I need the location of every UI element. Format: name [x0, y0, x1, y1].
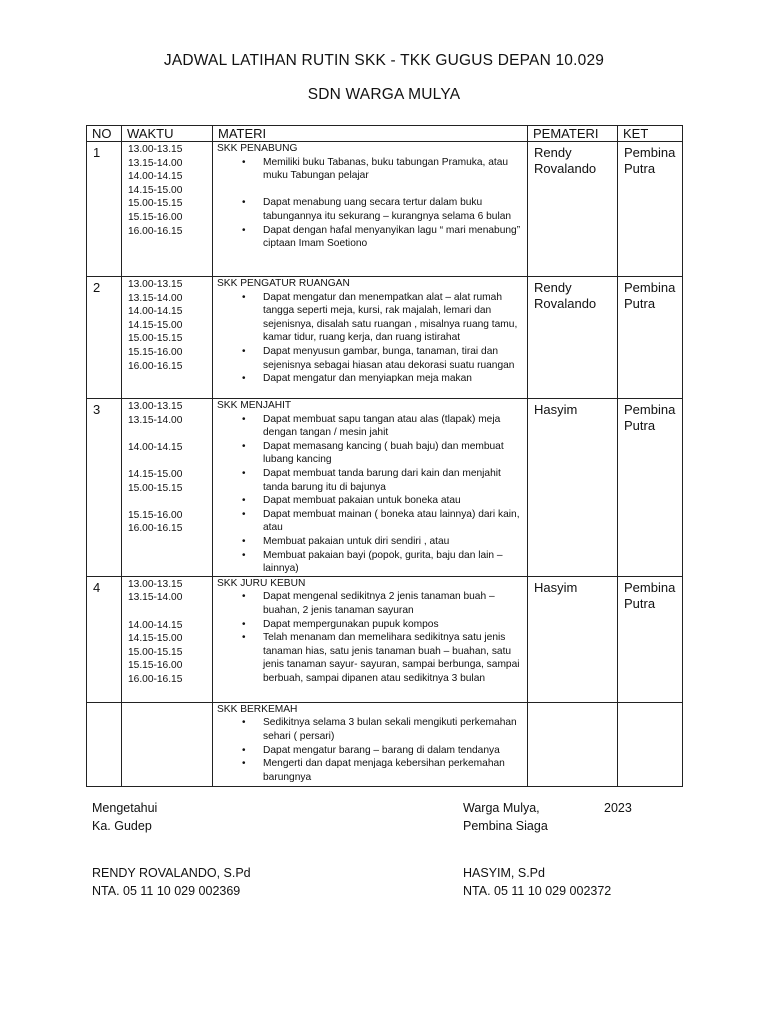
ket-line: Putra	[624, 296, 656, 311]
list-item: • Dapat mengatur dan menyiapkan meja makan	[217, 372, 527, 386]
time-list	[122, 142, 213, 277]
list-item: • Dapat mempergunakan pupuk kompos	[217, 618, 527, 632]
skk-title: SKK PENABUNG	[217, 143, 298, 154]
pemateri-line: Rendy	[534, 280, 572, 295]
time-slot: 13.15-14.00	[128, 414, 183, 426]
signer-name-left: RENDY ROVALANDO, S.Pd	[92, 866, 251, 880]
ket-cell	[618, 576, 683, 702]
footer-left-block	[92, 799, 157, 835]
time-slot: 16.00-16.15	[128, 673, 183, 685]
table-row	[87, 277, 683, 399]
time-slot: 15.15-16.00	[128, 211, 183, 223]
row-number: 4	[87, 576, 122, 702]
materi-cell	[213, 277, 528, 399]
pemateri-line: Rovalando	[534, 296, 597, 311]
footer-role: Pembina Siaga	[463, 819, 548, 833]
list-item: • Memiliki buku Tabanas, buku tabungan Pramuka, atau muku Tabungan pelajar	[217, 156, 527, 183]
skk-title: SKK PENGATUR RUANGAN	[217, 278, 350, 289]
materi-list	[217, 716, 527, 784]
ket-line: Pembina	[624, 579, 676, 595]
row-number: 1	[87, 142, 122, 277]
skk-title: SKK JURU KEBUN	[217, 577, 306, 589]
header-waktu: WAKTU	[122, 126, 213, 142]
ket-cell	[618, 277, 683, 399]
time-slot: 13.00-13.15	[128, 401, 183, 412]
time-slot: 15.15-16.00	[128, 346, 183, 358]
materi-cell	[213, 142, 528, 277]
header-ket: KET	[618, 126, 683, 142]
table-row	[87, 576, 683, 702]
list-item: • Dapat membuat pakaian untuk boneka atau	[217, 494, 527, 508]
document-title: JADWAL LATIHAN RUTIN SKK - TKK GUGUS DEPAN 10.029	[163, 52, 605, 69]
schedule-table	[86, 125, 683, 787]
spacer	[128, 495, 212, 509]
header-no: NO	[87, 126, 122, 142]
pemateri-line: Rendy	[534, 145, 572, 160]
time-slot: 16.00-16.15	[128, 225, 183, 237]
list-item: • Dapat dengan hafal menyanyikan lagu “ mari menabung” ciptaan Imam Soetiono	[217, 224, 527, 251]
pemateri-cell	[528, 702, 618, 786]
list-item: • Mengerti dan dapat menjaga kebersihan perkemahan barungnya	[217, 757, 527, 784]
time-slot: 13.15-14.00	[128, 157, 183, 169]
document-subtitle: SDN WARGA MULYA	[307, 86, 461, 103]
time-slot: 14.00-14.15	[128, 306, 183, 318]
time-slot: 14.15-15.00	[128, 184, 183, 196]
time-slot: 13.00-13.15	[128, 578, 183, 590]
pemateri-cell	[528, 576, 618, 702]
footer-place: Warga Mulya,	[463, 801, 540, 815]
materi-list	[217, 291, 527, 386]
time-slot: 16.00-16.15	[128, 523, 183, 535]
row-number: 3	[87, 399, 122, 577]
time-slot: 15.00-15.15	[128, 482, 183, 494]
pemateri-line: Rovalando	[534, 161, 597, 176]
time-slot: 15.00-15.15	[128, 198, 183, 210]
list-item: • Dapat menabung uang secara tertur dalam buku tabungannya itu sekurang – kurangnya selama 6 bulan	[217, 196, 527, 223]
ket-line: Putra	[624, 595, 656, 611]
time-slot: 14.15-15.00	[128, 633, 183, 645]
header-pemateri: PEMATERI	[528, 126, 618, 142]
table-row	[87, 399, 683, 577]
row-number	[87, 702, 122, 786]
pemateri-cell	[528, 277, 618, 399]
footer-right-signature	[463, 864, 611, 900]
ket-line: Putra	[624, 418, 656, 433]
time-slot: 15.00-15.15	[128, 646, 183, 658]
list-item: • Dapat mengenal sedikitnya 2 jenis tanaman buah – buahan, 2 jenis tanaman sayuran	[217, 590, 527, 617]
table-row	[87, 702, 683, 786]
list-item: • Membuat pakaian bayi (popok, gurita, baju dan lain – lainnya)	[217, 549, 527, 576]
time-slot: 14.15-15.00	[128, 468, 183, 480]
acknowledge-label: Mengetahui	[92, 801, 158, 815]
time-slot: 13.00-13.15	[128, 144, 183, 155]
ket-line: Pembina	[624, 402, 676, 417]
time-slot: 13.15-14.00	[128, 292, 183, 304]
skk-title: SKK BERKEMAH	[217, 703, 298, 715]
skk-title: SKK MENJAHIT	[217, 400, 292, 411]
materi-cell	[213, 399, 528, 577]
pemateri-line: Hasyim	[534, 402, 578, 417]
table-row	[87, 142, 683, 277]
time-slot: 15.15-16.00	[128, 509, 183, 521]
list-item: • Telah menanam dan memelihara sedikitnya satu jenis tanaman hias, satu jenis tanaman buah – buahan, satu jenis tanaman sayur- sayuran, sampai berbunga, sampai berbuah, sampai dipanen atau sedikitnya 3 bulan	[217, 631, 527, 685]
footer-year: 2023	[604, 801, 632, 815]
time-slot: 16.00-16.15	[128, 360, 183, 372]
materi-list	[217, 590, 527, 685]
ket-line: Putra	[624, 161, 656, 176]
list-item: • Dapat mengatur barang – barang di dalam tendanya	[217, 744, 527, 758]
list-item: • Sedikitnya selama 3 bulan sekali mengikuti perkemahan sehari ( persari)	[217, 716, 527, 743]
time-slot: 13.15-14.00	[128, 592, 183, 604]
signer-nta-left: NTA. 05 11 10 029 002369	[92, 884, 241, 898]
time-slot: 14.00-14.15	[128, 171, 183, 183]
ket-line: Pembina	[624, 280, 676, 295]
time-slot: 15.15-16.00	[128, 660, 183, 672]
gudep-role: Ka. Gudep	[92, 819, 152, 833]
ket-cell	[618, 399, 683, 577]
materi-cell	[213, 702, 528, 786]
list-item: • Dapat membuat sapu tangan atau alas (tlapak) meja dengan tangan / mesin jahit	[217, 413, 527, 440]
header-materi: MATERI	[213, 126, 528, 142]
list-item: • Dapat menyusun gambar, bunga, tanaman, tirai dan sejenisnya sebagai hiasan atau dekorasi suatu ruangan	[217, 345, 527, 372]
materi-cell	[213, 576, 528, 702]
signer-name-right: HASYIM, S.Pd	[463, 866, 545, 880]
time-list	[122, 399, 213, 577]
spacer	[128, 454, 212, 468]
row-number: 2	[87, 277, 122, 399]
time-slot: 13.00-13.15	[128, 279, 183, 290]
list-item: • Dapat mengatur dan menempatkan alat – alat rumah tangga seperti meja, kursi, rak majalah, lemari dan sejenisnya, disalah satu ruangan , misalnya ruang tamu, kamar tidur, ruang kerja, dan ruang istirahat	[217, 291, 527, 345]
ket-cell	[618, 702, 683, 786]
ket-line: Pembina	[624, 145, 676, 160]
time-slot: 14.00-14.15	[128, 619, 183, 631]
time-list	[122, 277, 213, 399]
materi-list	[217, 156, 527, 251]
list-item: • Membuat pakaian untuk diri sendiri , atau	[217, 535, 527, 549]
time-list	[122, 576, 213, 702]
pemateri-cell	[528, 142, 618, 277]
list-item: • Dapat memasang kancing ( buah baju) dan membuat lubang kancing	[217, 440, 527, 467]
time-slot: 14.00-14.15	[128, 441, 183, 453]
ket-cell	[618, 142, 683, 277]
time-slot: 14.15-15.00	[128, 319, 183, 331]
time-slot: 15.00-15.15	[128, 333, 183, 345]
pemateri-line: Hasyim	[534, 579, 578, 595]
list-item: • Dapat membuat mainan ( boneka atau lainnya) dari kain, atau	[217, 508, 527, 535]
table-header-row	[87, 126, 683, 142]
materi-list	[217, 413, 527, 576]
spacer	[128, 427, 212, 441]
spacer	[128, 605, 212, 619]
pemateri-cell	[528, 399, 618, 577]
list-item: • Dapat membuat tanda barung dari kain dan menjahit tanda barung itu di bajunya	[217, 467, 527, 494]
signer-nta-right: NTA. 05 11 10 029 002372	[463, 884, 612, 898]
time-list	[122, 702, 213, 786]
footer-left-signature	[92, 864, 251, 900]
